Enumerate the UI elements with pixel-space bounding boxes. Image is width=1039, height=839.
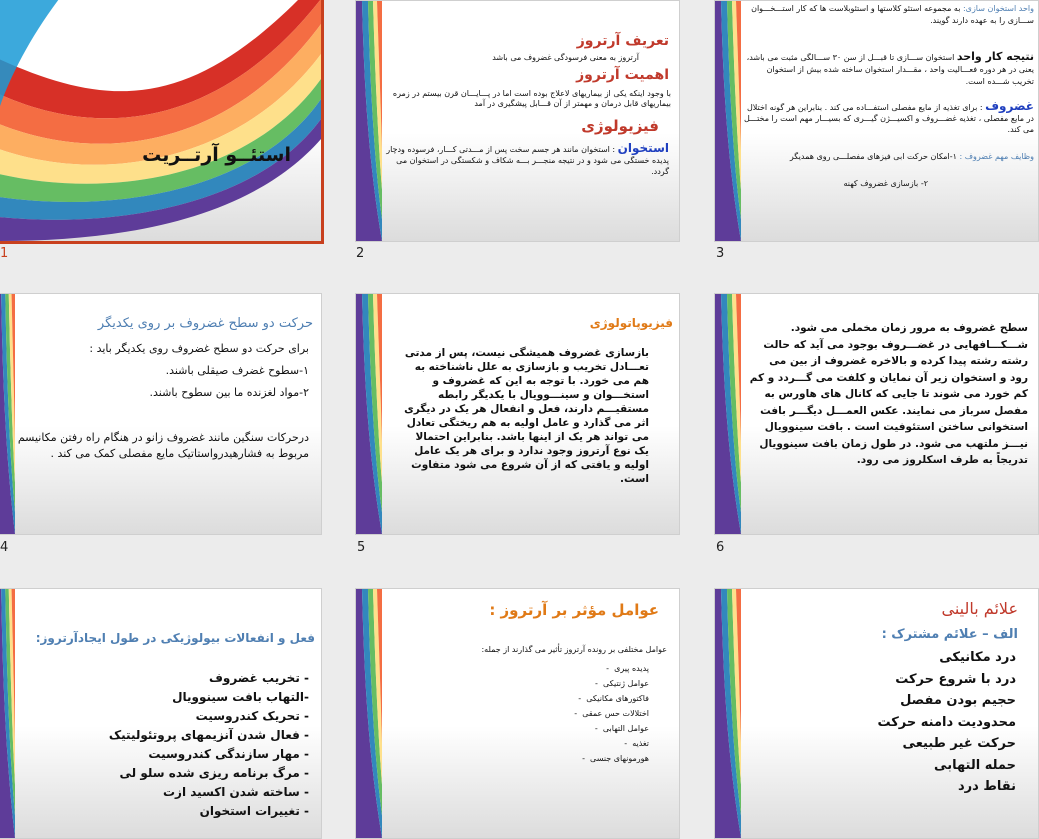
- slide-thumbnail-3[interactable]: [714, 0, 1039, 242]
- cartilage-functions: [744, 151, 1034, 162]
- bone-heading: استخوان: [617, 141, 669, 155]
- slide-thumbnail-5[interactable]: [355, 293, 680, 535]
- rainbow-stripe-decoration: [356, 1, 382, 241]
- list-item: -التهاب بافت سینوویال: [172, 690, 309, 704]
- slide-4-title: حرکت دو سطح غضروف بر روی یکدیگر: [97, 316, 313, 331]
- bone-unit-text: به مجموعه استئو کلاستها و استئوبلاست ها که کار استـــخـــوان ســـازی را به عهده دارند گویند.: [751, 4, 1034, 25]
- slide-5-body: بازسازی غضروف همیشگی نیست، پس از مدتی تعـــادل تخریب و بازسازی به علل ناشناخته به هم می خورد. با توجه به این که غضروف و استخـــوان و سینـــوویال با یکدیگر رابطه مستقیـــم دارند، فعل و انفعال هر یک در دیگری اثر می گذارد و عامل اولیه به هم ریختگی تعادل می تواند هر یک از اینها باشد. بنابراین احتمالا یک نوع آرتروز وجود ندارد و برای هر یک عامل اولیه و یافتی که از آن شروع می شود متفاوت است.: [404, 347, 649, 485]
- slide-6-body: سطح غضروف به مرور زمان مخملی می شود. شـــکـــافهایی در غضـــروف بوجود می آید که حالت رشته رشته پیدا کرده و بالاخره غضروف از بین می رود و استخوان زیر آن نمایان و کلفت می گـــردد و کم کم خورد می شوند تا جایی که کانال های هاورس به مفصل سرباز می نمایند. عکس العمـــل دیگـــر بافت استخوانی ساختن استئوفیت است . بافت سینوویال نیـــز ملتهب می شود. در طول زمان بافت سینوویال تدریجاً به طرف اسکلروز می رود.: [749, 322, 1028, 466]
- list-item: - تخریب غضروف: [208, 671, 309, 685]
- list-item: - فعال شدن آنزیمهای پروتئولیتیک: [108, 728, 309, 742]
- slide-thumbnail-9[interactable]: [714, 588, 1039, 839]
- list-item: هورمونهای جنسی -: [582, 754, 649, 763]
- slide-number: 1: [0, 246, 9, 261]
- slide-number: 3: [716, 246, 725, 261]
- bone-unit-label: واحد استخوان سازی:: [962, 4, 1034, 13]
- unit-result-label: نتیجه کار واحد: [956, 50, 1034, 63]
- slide-8-list: [574, 661, 649, 766]
- bone-unit-paragraph: [744, 3, 1034, 27]
- slide-9-subtitle: الف – علائم مشترک :: [881, 627, 1018, 642]
- rainbow-stripe-decoration: [356, 294, 382, 534]
- rainbow-stripe-decoration: [0, 294, 15, 534]
- list-item: عوامل ژنتیکی -: [594, 679, 649, 688]
- slide-1-title: استئــو آرتــريت: [142, 144, 291, 166]
- unit-result-text: استخوان ســـازی تا قبـــل از سن ۳۰ ســـالگی مثبت می باشد، یعنی در هر دوره فعـــالیت واحد ، مقـــدار استخوان ساخته شده بیش از استخوان تخریب شـــده است.: [746, 53, 1034, 86]
- list-item: نقاط درد: [958, 779, 1016, 794]
- cartilage-label: غضروف: [985, 99, 1034, 113]
- list-item: پدیده پیری -: [606, 664, 649, 673]
- list-item: حمله التهابی: [934, 757, 1016, 773]
- slide-thumbnail-2[interactable]: [355, 0, 680, 242]
- definition-heading: تعريف آرتروز: [576, 33, 669, 49]
- rainbow-stripe-decoration: [356, 589, 382, 838]
- slide-thumbnail-4[interactable]: [0, 293, 322, 535]
- slide-4-line-1: برای حرکت دو سطح غضروف روی یکدیگر باید :: [89, 342, 309, 355]
- physiology-heading: فیزیولوژی: [581, 117, 659, 135]
- list-item: تغذیه -: [624, 739, 649, 748]
- bone-text: : استخوان مانند هر جسم سخت پس از مـــدتی کـــار، فرسوده ودچار پدیده خستگی می شود و در نتیجه منجـــر بـــه شکاف و شکستگی در استخوان می گردد.: [386, 145, 669, 176]
- list-item: عوامل التهابی -: [594, 724, 649, 733]
- slide-4-line-2: ۱-سطوح غضرف صیقلی باشند.: [165, 364, 309, 377]
- rainbow-stripe-decoration: [0, 589, 15, 838]
- list-item: اختلالات حس عمقی -: [574, 709, 649, 718]
- list-item: - مرگ برنامه ریزی شده سلو لی: [119, 766, 309, 780]
- slide-4-paragraph: درحرکات سنگین مانند غضروف زانو در هنگام راه رفتن مکانیسم مربوط به فشارهیدرواستاتیک مایع مفصلی کمک می کند .: [17, 431, 309, 460]
- slide-8-title: عوامل مؤثر بر آرتروز :: [489, 601, 659, 619]
- list-item: درد با شروع حرکت: [895, 671, 1016, 687]
- cartilage-paragraph: [744, 101, 1034, 135]
- slide-number: 4: [0, 540, 9, 555]
- rainbow-stripe-decoration: [715, 294, 741, 534]
- list-item: - مهار سازندگی کندروسیت: [148, 747, 309, 761]
- slide-number: 6: [716, 540, 725, 555]
- list-item: - ساخته شدن اکسید ازت: [162, 785, 309, 799]
- slide-number: 5: [357, 540, 366, 555]
- rainbow-stripe-decoration: [715, 589, 741, 838]
- importance-text: با وجود اینکه یکی از بیماریهای لاعلاج بوده است اما در پـــایـــان قرن بیستم در زمره بیماریهای قابل درمان و مهمتر از آن قـــابل پیشگیری در آمد: [392, 89, 671, 108]
- rainbow-ribbon-decoration: [0, 0, 321, 241]
- list-item: درد مکانیکی: [939, 650, 1016, 665]
- list-item: فاکتورهای مکانیکی -: [578, 694, 649, 703]
- slide-thumbnail-8[interactable]: [355, 588, 680, 839]
- rainbow-stripe-decoration: [715, 1, 741, 241]
- cartilage-text: : برای تغذیه از مایع مفصلی استفـــاده می کند . بنابراین هر گونه اختلال در مایع مفصلی ، تغذیه غضـــروف و اکسیـــژن گیـــری که بسیـــار مهم است را مختـــل می کند.: [744, 103, 1034, 134]
- cartilage-functions-label: وظایف مهم غضروف :: [959, 152, 1034, 161]
- slide-number: 2: [356, 246, 365, 261]
- slide-9-list: [877, 647, 1016, 798]
- slide-7-title: فعل و انفعالات بیولوژیکی در طول ایجادآرتروز:: [35, 631, 315, 645]
- slide-7-list: [109, 669, 309, 821]
- slide-9-title: علائم بالینی: [941, 599, 1018, 618]
- importance-heading: اهمیت آرتروز: [576, 67, 669, 83]
- slide-5-title: فیزیوپاتولوژی: [589, 316, 673, 330]
- slide-8-intro: عوامل مختلفی بر رونده آرتروز تأثیر می گذارند از جمله:: [481, 645, 667, 654]
- cartilage-functions-text: ۱-امکان حرکت ابی فیزهای مفصلـــی روی همدیگر: [789, 152, 957, 161]
- list-item: - تحریک کندروسیت: [195, 709, 309, 723]
- slide-thumbnail-1[interactable]: [0, 0, 324, 244]
- list-item: - تغییرات استخوان: [199, 804, 309, 818]
- slide-thumbnail-6[interactable]: [714, 293, 1039, 535]
- unit-result-paragraph: [744, 51, 1034, 88]
- cartilage-function-2: ۲- بازسازی غضروف کهنه: [843, 179, 928, 188]
- definition-text: آرتروز به معنی فرسودگی غضروف می باشد: [492, 53, 639, 62]
- slide-thumbnail-7[interactable]: [0, 588, 322, 839]
- bone-paragraph: [379, 143, 669, 177]
- list-item: حرکت غیر طبیعی: [902, 736, 1016, 751]
- list-item: محدودیت دامنه حرکت: [877, 714, 1016, 730]
- slide-4-line-3: ۲-مواد لغزنده ما بین سطوح باشند.: [149, 386, 309, 399]
- list-item: حجیم بودن مفصل: [900, 693, 1016, 708]
